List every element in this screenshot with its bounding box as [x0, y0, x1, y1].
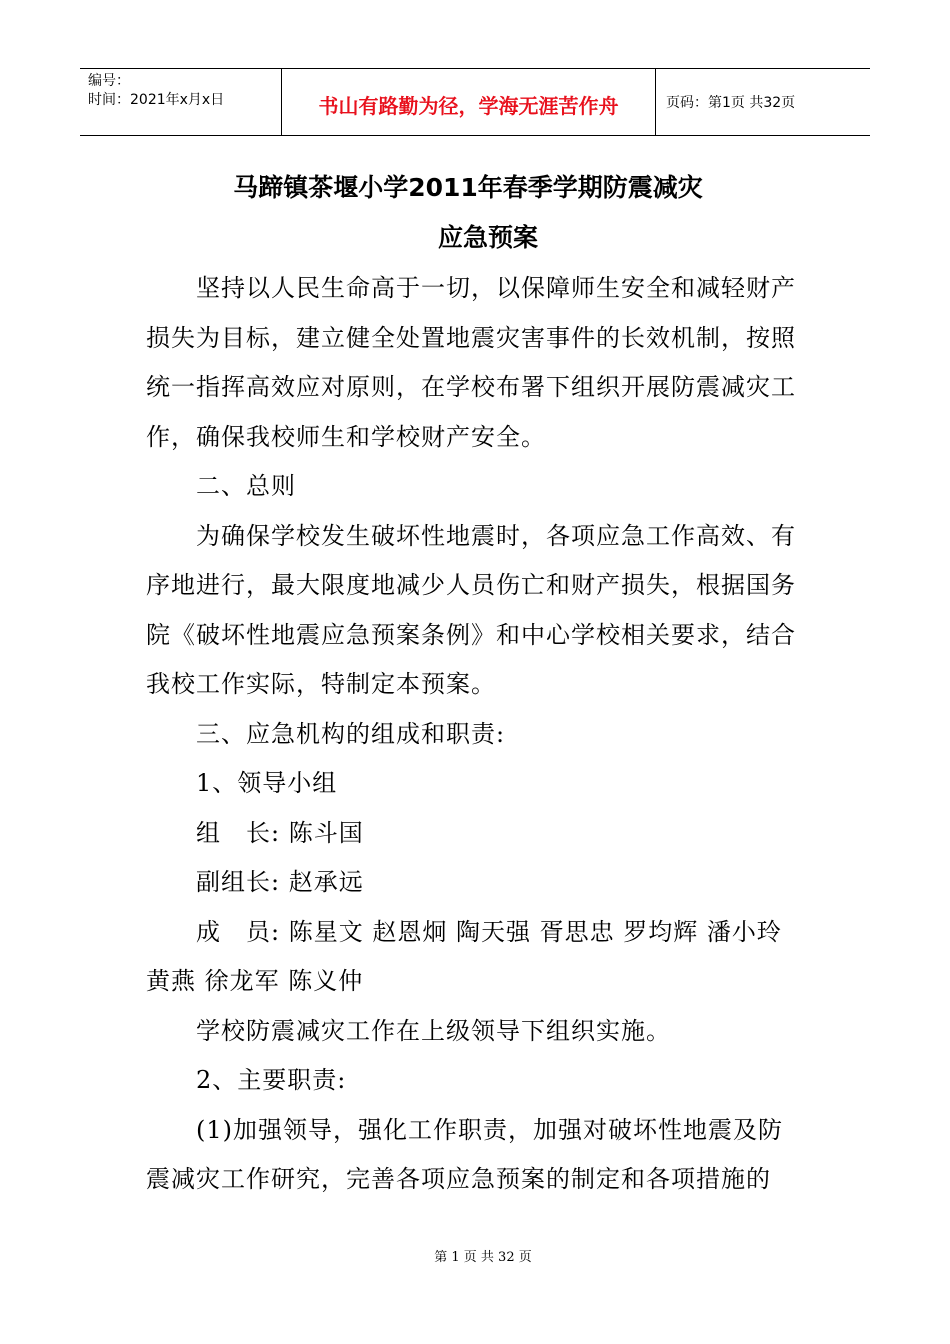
document-header — [80, 68, 870, 136]
heading-leadership-group: 1、领导小组 — [196, 769, 338, 797]
heading-organization: 三、应急机构的组成和职责: — [196, 719, 506, 748]
header-meta — [80, 69, 282, 135]
heading-main-duties: 2、主要职责: — [196, 1066, 347, 1094]
group-members: 成 员: 陈星文 赵恩炯 陶天强 胥思忠 罗均辉 潘小玲 黄燕 徐龙军 陈义仲 — [146, 917, 782, 995]
time-label: 时间：2021年x月x日 — [88, 92, 225, 108]
header-page-info: 页码：第1页 共32页 — [666, 95, 796, 111]
document-title-line2: 应急预案 — [437, 223, 538, 252]
document-body — [146, 264, 806, 1205]
group-leader: 组 长: 陈斗国 — [196, 818, 364, 847]
paragraph-implementation: 学校防震减灾工作在上级领导下组织实施。 — [196, 1016, 671, 1045]
paragraph-general: 为确保学校发生破坏性地震时，各项应急工作高效、有序地进行，最大限度地减少人员伤亡和财产损失，根据国务院《破坏性地震应急预案条例》和中心学校相关要求，结合我校工作实际，特制定本预案。 — [146, 521, 796, 698]
paragraph-intro: 坚持以人民生命高于一切，以保障师生安全和减轻财产损失为目标，建立健全处置地震灾害事件的长效机制，按照统一指挥高效应对原则，在学校布署下组织开展防震减灾工作，确保我校师生和学校财产安全。 — [146, 274, 796, 451]
number-label: 编号： — [88, 73, 130, 89]
document-title-line1: 马蹄镇茶堰小学2011年春季学期防震减灾 — [233, 173, 703, 202]
duty-item-1: (1)加强领导，强化工作职责，加强对破坏性地震及防震减灾工作研究，完善各项应急预案的制定和各项措施的 — [146, 1115, 783, 1193]
deputy-leader: 副组长: 赵承远 — [196, 868, 364, 896]
page-footer: 第 1 页 共 32 页 — [434, 1250, 532, 1265]
header-motto: 书山有路勤为径，学海无涯苦作舟 — [282, 69, 656, 135]
heading-general: 二、总则 — [196, 472, 296, 500]
